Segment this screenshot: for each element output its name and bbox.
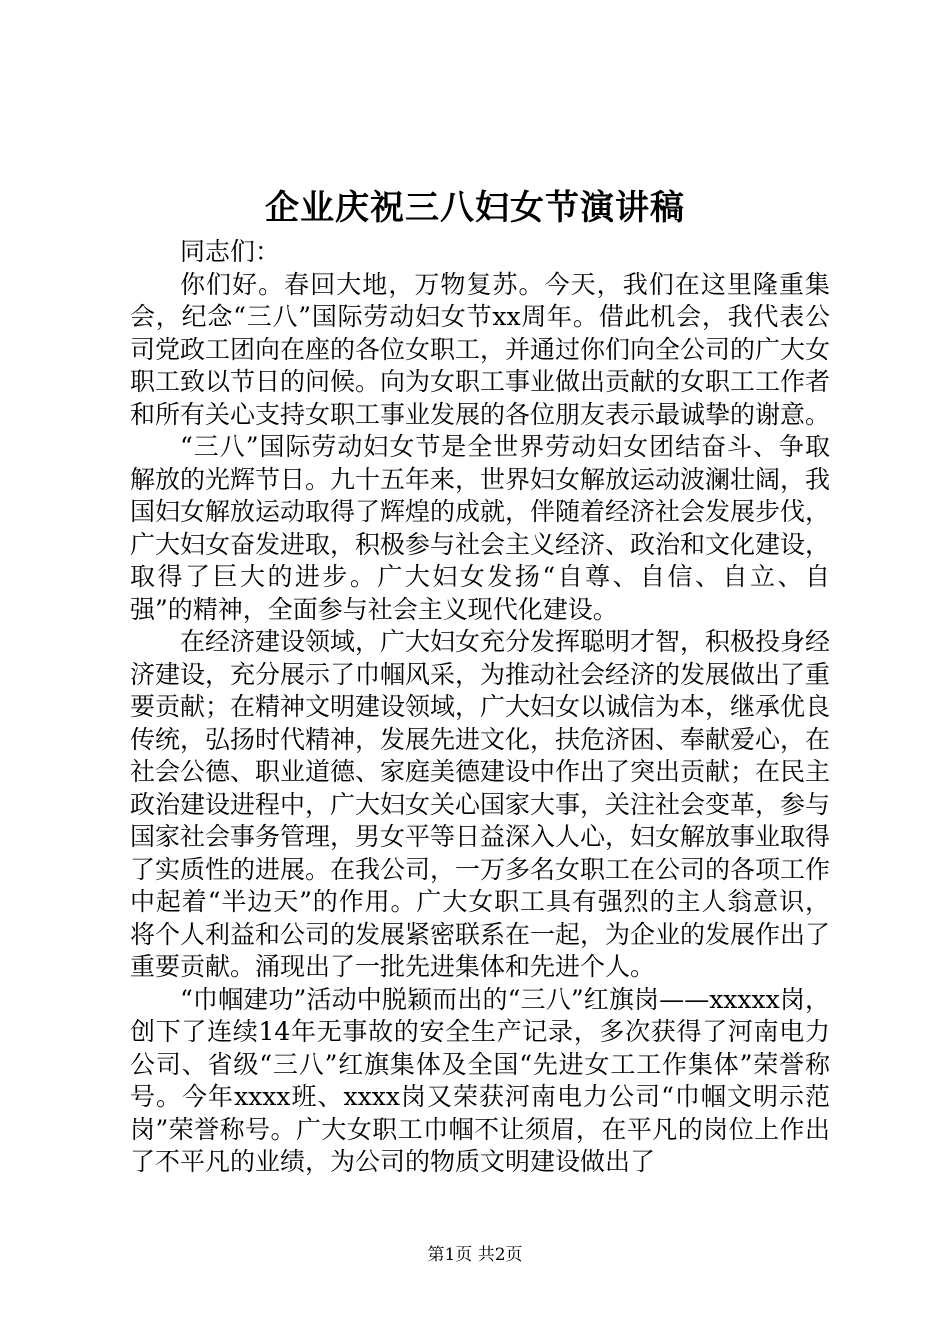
paragraph-womens-day: “三八”国际劳动妇女节是全世界劳动妇女团结奋斗、争取解放的光辉节日。九十五年来，世界妇女解放运动波澜壮阔，我国妇女解放运动取得了辉煌的成就，伴随着经济社会发展步伐，广大妇女奋发进取，积极参与社会主义经济、政治和文化建设，取得了巨大的进步。广大妇女发扬“自尊、自信、自立、自强”的精神，全面参与社会主义现代化建设。 [130,432,831,624]
document-body [130,236,830,1179]
paragraph-contributions: 在经济建设领域，广大妇女充分发挥聪明才智，积极投身经济建设，充分展示了巾帼风采，为推动社会经济的发展做出了重要贡献；在精神文明建设领域，广大妇女以诚信为本，继承优良传统，弘扬时代精神，发展先进文化，扶危济困、奉献爱心，在社会公德、职业道德、家庭美德建设中作出了突出贡献；在民主政治建设进程中，广大妇女关心国家大事，关注社会变革，参与国家社会事务管理，男女平等日益深入人心，妇女解放事业取得了实质性的进展。在我公司，一万多名女职工在公司的各项工作中起着“半边天”的作用。广大女职工具有强烈的主人翁意识，将个人利益和公司的发展紧密联系在一起，为企业的发展作出了重要贡献。涌现出了一批先进集体和先进个人。 [130,627,831,981]
paragraph-red-flag-post: “巾帼建功”活动中脱颖而出的“三八”红旗岗——xxxxx岗，创下了连续14年无事故的安全生产记录，多次获得了河南电力公司、省级“三八”红旗集体及全国“先进女工工作集体”荣誉称号。今年xxxx班、xxxx岗又荣获河南电力公司“巾帼文明示范岗”荣誉称号。广大女职工巾帼不让须眉，在平凡的岗位上作出了不平凡的业绩，为公司的物质文明建设做出了 [130,984,830,1176]
paragraph-greeting: 同志们： [180,237,281,266]
page-footer: 第1页 共2页 [427,1245,523,1265]
paragraph-opening: 你们好。春回大地，万物复苏。今天，我们在这里隆重集会，纪念“三八”国际劳动妇女节xx周年。借此机会，我代表公司党政工团向在座的各位女职工，并通过你们向全公司的广大女职工致以节日的问候。向为女职工事业做出贡献的女职工工作者和所有关心支持女职工事业发展的各位朋友表示最诚挚的谢意。 [130,269,831,429]
document-title: 企业庆祝三八妇女节演讲稿 [265,188,685,228]
